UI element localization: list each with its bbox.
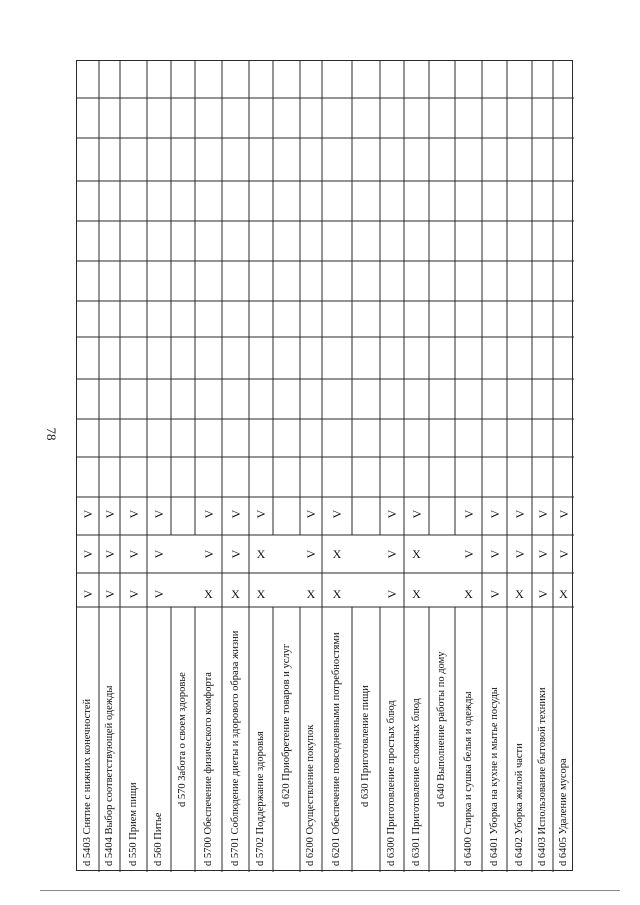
row-label: d 6405 Удаление мусора xyxy=(557,758,569,866)
check-mark: V xyxy=(81,589,95,599)
check-mark: V xyxy=(385,589,399,599)
cross-mark: X xyxy=(464,587,473,601)
cross-mark: X xyxy=(559,587,568,601)
check-mark: V xyxy=(535,549,550,559)
check-mark: V xyxy=(512,549,527,559)
cross-mark: X xyxy=(256,547,266,561)
cross-mark: X xyxy=(204,587,213,601)
check-mark: V xyxy=(228,509,243,519)
cross-mark: X xyxy=(256,587,266,601)
cross-mark: X xyxy=(332,547,342,561)
check-mark: V xyxy=(304,549,318,559)
page-bottom-rule xyxy=(40,890,620,891)
row-label: d 6402 Уборка жилой части xyxy=(513,743,525,866)
check-mark: V xyxy=(409,509,424,519)
check-mark: V xyxy=(254,509,268,519)
row-label: d 5701 Соблюдение диеты и здорового образа жизни xyxy=(229,630,241,866)
check-mark: V xyxy=(102,509,117,519)
row-label: d 5702 Поддержание здоровья xyxy=(255,731,266,866)
row-label: d 6200 Осуществление покупок xyxy=(305,724,316,866)
cross-mark: X xyxy=(332,587,342,601)
cross-mark: X xyxy=(306,587,316,601)
check-mark: V xyxy=(385,509,399,519)
check-mark: V xyxy=(81,509,95,519)
assessment-table xyxy=(76,60,573,871)
cross-mark: X xyxy=(231,587,240,601)
row-label: d 6403 Использование бытовой техники xyxy=(536,687,548,866)
row-label: d 6201 Обеспечение повседневными потребностями xyxy=(331,632,342,866)
check-mark: V xyxy=(102,549,117,559)
check-mark: V xyxy=(535,509,550,519)
check-mark: V xyxy=(126,549,141,559)
cross-mark: X xyxy=(412,587,421,601)
row-label: d 560 Питье xyxy=(153,812,164,866)
check-mark: V xyxy=(512,509,527,519)
section-heading: d 620 Приобретение товаров и услуг xyxy=(280,643,292,807)
check-mark: V xyxy=(487,589,502,599)
check-mark: V xyxy=(102,589,117,599)
section-heading: d 570 Забота о своем здоровье xyxy=(177,672,188,807)
page-number: 78 xyxy=(44,427,59,441)
check-mark: V xyxy=(152,509,166,519)
check-mark: V xyxy=(487,509,502,519)
check-mark: V xyxy=(126,509,141,519)
check-mark: V xyxy=(385,549,399,559)
check-mark: V xyxy=(556,509,571,519)
row-label: d 5404 Выбор соответствующей одежды xyxy=(103,685,115,866)
check-mark: V xyxy=(535,589,550,599)
check-mark: V xyxy=(201,549,216,559)
row-label: d 5700 Обеспечение физического комфорта xyxy=(202,672,214,866)
check-mark: V xyxy=(152,549,166,559)
row-label: d 6400 Стирка и сушка белья и одежды xyxy=(462,691,474,866)
check-mark: V xyxy=(201,509,216,519)
check-mark: V xyxy=(304,509,318,519)
check-mark: V xyxy=(81,549,95,559)
check-mark: V xyxy=(461,549,476,559)
check-mark: V xyxy=(487,549,502,559)
check-mark: V xyxy=(461,509,476,519)
section-heading: d 630 Приготовление пищи xyxy=(360,685,371,807)
cross-mark: X xyxy=(515,587,524,601)
check-mark: V xyxy=(228,549,243,559)
section-heading: d 640 Выполнение работы по дому xyxy=(436,651,447,807)
row-label: d 6301 Приготовление сложных блюд xyxy=(410,698,422,866)
cross-mark: X xyxy=(412,547,421,561)
row-label: d 5403 Снятие с нижних конечностей xyxy=(82,698,93,866)
row-label: d 6401 Уборка на кухне и мытье посуды xyxy=(488,687,500,866)
check-mark: V xyxy=(152,589,166,599)
row-label: d 550 Прием пищи xyxy=(127,782,139,866)
check-mark: V xyxy=(556,549,571,559)
check-mark: V xyxy=(330,509,344,519)
row-label: d 6300 Приготовление простых блюд xyxy=(386,700,397,866)
check-mark: V xyxy=(126,589,141,599)
